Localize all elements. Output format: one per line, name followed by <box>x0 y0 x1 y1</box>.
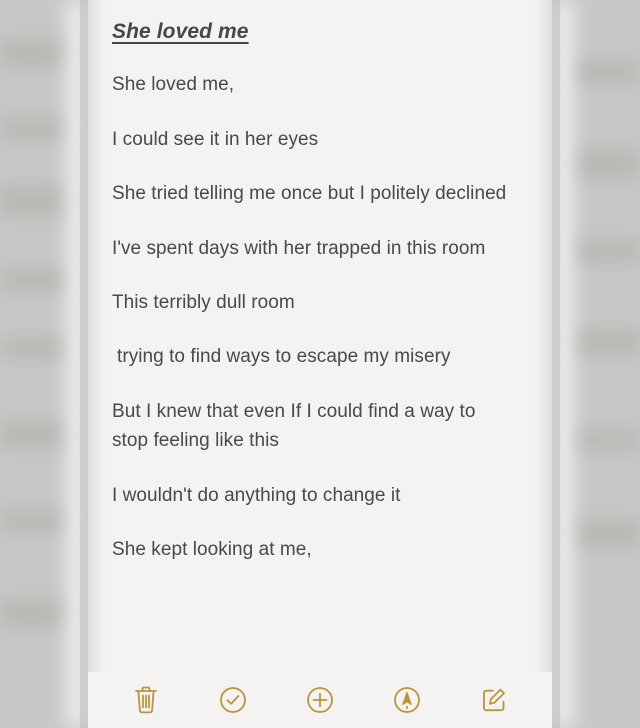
add-button[interactable] <box>299 679 341 721</box>
note-text-area[interactable] <box>112 6 536 672</box>
new-note-button[interactable] <box>473 679 515 721</box>
note-line: I wouldn't do anything to change it <box>112 484 401 506</box>
compose-icon <box>479 685 509 715</box>
note-page <box>88 0 552 728</box>
note-line: I've spent days with her trapped in this room <box>112 237 486 259</box>
bottom-toolbar <box>88 672 552 728</box>
note-line: I could see it in her eyes <box>112 128 319 150</box>
note-line: She tried telling me once but I politely declined <box>112 183 507 205</box>
delete-button[interactable] <box>125 679 167 721</box>
background-blur-right <box>548 0 640 728</box>
checklist-button[interactable] <box>212 679 254 721</box>
note-line: She kept looking at me, <box>112 539 312 561</box>
checkmark-circle-icon <box>218 685 248 715</box>
plus-circle-icon <box>305 685 335 715</box>
background-blur-left <box>0 0 92 728</box>
note-title: She loved me <box>112 20 249 43</box>
note-line: This terribly dull room <box>112 292 295 314</box>
note-line: She loved me, <box>112 74 235 96</box>
note-line: But I knew that even If I could find a way to stop feeling like this <box>112 400 476 452</box>
note-line: trying to find ways to escape my misery <box>117 346 451 368</box>
delete-icon <box>131 684 161 716</box>
markup-circle-icon <box>392 685 422 715</box>
markup-button[interactable] <box>386 679 428 721</box>
